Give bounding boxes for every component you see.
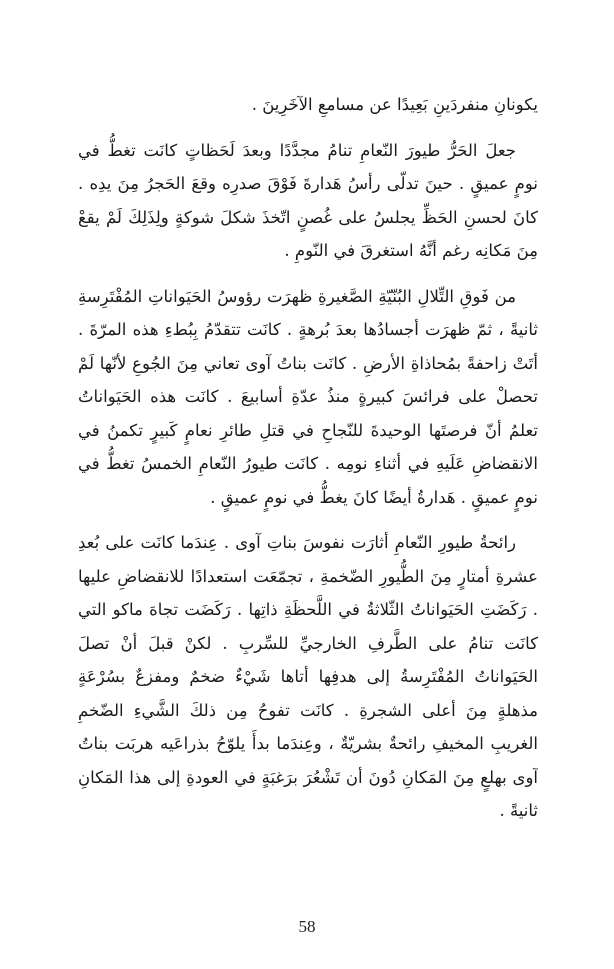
paragraph-2: جعلَ الحَرُّ طيورَ النّعامِ تنامُ مجدَّدًا وبعدَ لَحَظاتٍ كانَت تغطُّ في نومٍ عميقٍ . حينَ تدلّى رأسُ هَدارةَ فَوْقَ صدرِه وقعَ الحَجرُ مِنَ يدِه . كانَ لحسنِ الحَظِّ يجلسُ على غُصنٍ اتّخذَ شكلَ شوكةٍ ولِذَلِكَ لَمْ يقعْ مِنَ مَكانِه رغم أنَّهُ استغرقَ في النّومِ . [78,140,538,260]
page-number: 58 [298,917,316,936]
page-body [78,88,538,908]
paragraph-1: يكونانِ منفردَينِ بَعِيدًا عن مسامعِ الآخَرِينَ . [251,95,538,114]
paragraph-4: رائحةُ طيورِ النّعامِ أثارَت نفوسَ بناتِ آوى . عِندَما كانَت على بُعدِ عشرةِ أمتارٍ مِنَ الطُّيورِ الضّخمةِ ، تجمّعَت استعدادًا للانقضاضِ عليها . رَكَضَتِ الحَيَواناتُ الثّلاثةُ في اللَّحظَةِ ذاتِها . رَكَضَت تجاهَ ماكو التي كانَت تنامُ على الطَّرفِ الخارجيِّ للسِّربِ . لكنْ قبلَ أنْ تصلَ الحَيَواناتُ المُفْتَرِسةُ إلى هدفِها أتاها شَيْءٌ ضخمٌ ومفزعٌ بسُرْعَةٍ مذهلةٍ مِنَ أعلى الشجرةِ . كانَت تفوحُ مِن ذلكَ الشَّيءِ الضّخمِ الغريبِ المخيفِ رائحةٌ بشريّةٌ ، وعِندَما بدأَ يلوّحُ بذراعَيه هربَت بناتُ آوى بهلعٍ مِنَ المَكانِ دُونَ أن تَشْعُرَ برَغبَةٍ في العودةِ إلى هذا المَكانِ ثانيةً . [78,533,538,820]
paragraph-3: من فَوقِ التِّلالِ البُنّيّةِ الصَّغيرةِ ظهرَت رؤوسُ الحَيَواناتِ المُفْتَرِسةِ ثانيةً ، ثمّ ظهرَت أجسادُها بعدَ بُرهةٍ . كانَت تتقدّمُ بِبُطءِ هذه المرّةَ . أتَتْ زاحفةً بمُحاذاةِ الأرضِ . كانَت بناتُ آوى تعاني مِنَ الجُوعِ لأنّها لَمْ تحصلْ على فرائسَ كبيرةٍ منذُ عدّةِ أسابيعَ . كانَت هذه الحَيَواناتُ تعلمُ أنّ فرصتَها الوحيدةَ للنّجاحِ في قتلِ طائرِ نعامٍ كَبيرٍ تكمنُ في الانقضاضِ عَلَيهِ في أثناءِ نومِه . كانَت طيورُ النّعامِ الخمسُ تغطُّ في نومٍ عميقٍ . هَدارةُ أيضًا كانَ يغطُّ في نومٍ عميقٍ . [78,286,538,507]
